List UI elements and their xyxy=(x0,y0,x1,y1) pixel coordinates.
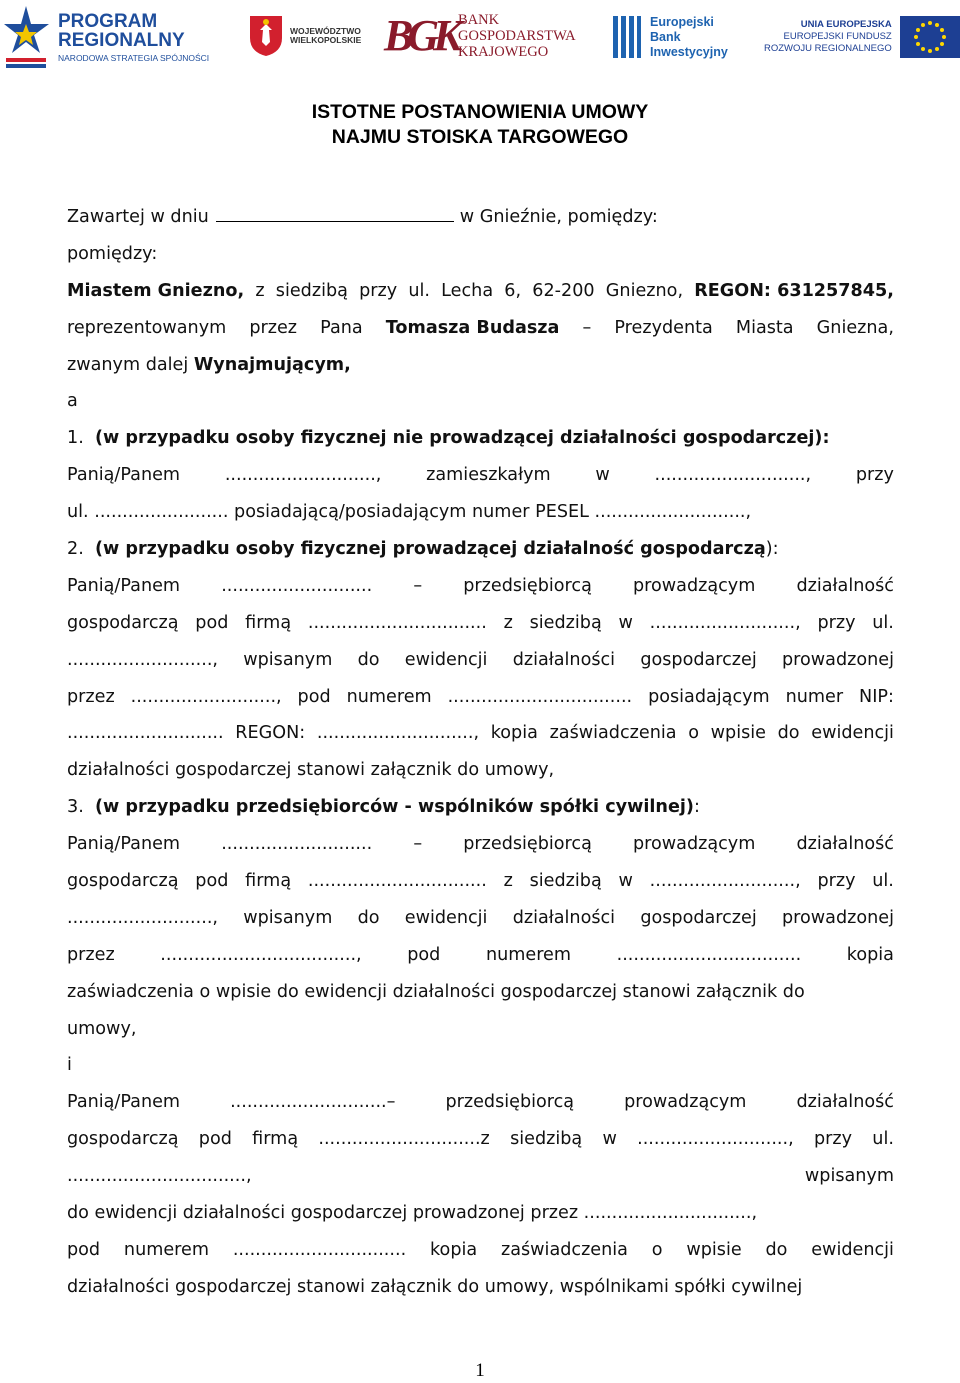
word: ewidencji xyxy=(404,907,488,928)
word: w xyxy=(602,1129,617,1150)
word: do xyxy=(357,907,380,928)
word: gospodarczej xyxy=(640,907,757,928)
word: Panią/Panem xyxy=(67,465,181,486)
ue-line3: ROZWOJU REGIONALNEGO xyxy=(764,43,892,54)
word: REGON: 631257845, xyxy=(694,280,894,301)
word: siedzibą xyxy=(275,280,348,301)
word: ul. xyxy=(872,871,894,892)
word: wpisanym xyxy=(804,1166,894,1187)
word: przez xyxy=(249,317,298,338)
word: Tomasza Budasza xyxy=(385,317,560,338)
word: ............................, xyxy=(316,723,480,744)
program-line1: PROGRAM xyxy=(58,10,158,32)
word: prowadzącym xyxy=(624,1092,747,1113)
body-line-6: a xyxy=(67,391,78,412)
word: przez xyxy=(67,686,115,707)
word: siedzibą xyxy=(529,871,602,892)
word: ..........................., xyxy=(224,465,382,486)
word: ul. xyxy=(408,280,430,301)
logo-strip xyxy=(0,0,960,80)
word: zaświadczenia xyxy=(549,723,677,744)
word: przedsiębiorcą xyxy=(463,834,592,855)
date-label: Zawartej w dniu xyxy=(67,207,209,227)
word: Panią/Panem xyxy=(67,1092,181,1113)
word: o xyxy=(651,1239,663,1260)
bgk-line2: GOSPODARSTWA xyxy=(458,28,576,44)
word: Panią/Panem xyxy=(67,575,181,596)
body-line-12 xyxy=(67,605,894,642)
eib-logo xyxy=(612,14,728,60)
word: .........................., xyxy=(67,649,218,670)
body-line-9: ul. ........................ posiadającą/posiadającym numer PESEL ..........................., xyxy=(67,502,752,523)
word: wpisanym xyxy=(243,907,333,928)
body-line-19 xyxy=(67,863,894,900)
word: w xyxy=(618,612,633,633)
word: prowadzonej xyxy=(782,649,894,670)
word: ul. xyxy=(872,612,894,633)
eib-line1: Europejski xyxy=(650,14,714,29)
word: gospodarczej xyxy=(640,649,757,670)
item-2-heading: (w przypadku osoby fizycznej prowadzącej działalność gospodarczą xyxy=(94,539,766,560)
program-regionalny-logo xyxy=(4,4,209,70)
word: ewidencji xyxy=(404,649,488,670)
bgk-logo xyxy=(384,10,576,62)
word: Pana xyxy=(320,317,363,338)
body-line-23: umowy, xyxy=(67,1018,137,1039)
word: – xyxy=(582,317,592,338)
bgk-monogram: BGK xyxy=(384,11,457,60)
zwanym-text: zwanym dalej xyxy=(67,354,194,375)
word: wpisanym xyxy=(243,649,333,670)
word: przedsiębiorcą xyxy=(463,575,592,596)
word: Gniezno, xyxy=(605,280,684,301)
word: pod xyxy=(195,871,229,892)
body-line-14 xyxy=(67,679,894,716)
body-line-8 xyxy=(67,457,894,494)
bgk-line3: KRAJOWEGO xyxy=(458,44,549,60)
word: posiadającym xyxy=(648,686,770,707)
body-line-16: działalności gospodarczej stanowi załącznik do umowy, xyxy=(67,760,555,781)
item-1-heading: (w przypadku osoby fizycznej nie prowadzącej działalności gospodarczej): xyxy=(94,428,830,449)
body-line-5 xyxy=(67,347,894,384)
word: w xyxy=(595,465,610,486)
body-line-27 xyxy=(67,1158,894,1195)
body-line-11 xyxy=(67,568,894,605)
word: 6, xyxy=(504,280,522,301)
word: pod xyxy=(67,1239,101,1260)
word: gospodarczą xyxy=(67,612,179,633)
word: Gniezna, xyxy=(816,317,894,338)
word: gospodarczą xyxy=(67,871,179,892)
document-body xyxy=(67,199,894,1306)
word: ................................. xyxy=(447,686,633,707)
wojewodztwo-line2: WIELKOPOLSKIE xyxy=(290,35,362,45)
title-line1: ISTOTNE POSTANOWIENIA UMOWY xyxy=(311,101,649,123)
word: działalność xyxy=(796,1092,894,1113)
item-3-heading-end: : xyxy=(693,797,700,818)
word: wpisie xyxy=(686,1239,742,1260)
word: REGON: xyxy=(235,723,306,744)
body-line-4 xyxy=(67,310,894,347)
word: do xyxy=(357,649,380,670)
body-line-3 xyxy=(67,273,894,310)
eib-line3: Inwestycyjny xyxy=(650,44,728,59)
body-line-29 xyxy=(67,1232,894,1269)
body-line-22: zaświadczenia o wpisie do ewidencji działalności gospodarczej stanowi załącznik do xyxy=(67,981,805,1002)
wielkopolska-shield-icon xyxy=(248,14,284,58)
word: ewidencji xyxy=(811,723,894,744)
document-title xyxy=(0,100,960,150)
word: NIP: xyxy=(859,686,894,707)
word: prowadzonej xyxy=(782,907,894,928)
word: działalność xyxy=(796,575,894,596)
program-star-icon xyxy=(4,4,50,70)
word: z xyxy=(255,280,265,301)
word: numerem xyxy=(346,686,432,707)
page-number: 1 xyxy=(475,1360,485,1381)
word: do xyxy=(765,1239,788,1260)
word: pod xyxy=(297,686,331,707)
item-3-number: 3. xyxy=(67,797,84,818)
body-line-21 xyxy=(67,937,894,974)
body-line-18 xyxy=(67,826,894,863)
word: do xyxy=(777,723,800,744)
wojewodztwo-logo xyxy=(248,14,361,58)
word: ................................, xyxy=(67,1166,252,1187)
word: siedzibą xyxy=(510,1129,583,1150)
wojewodztwo-line1: WOJEWÓDZTWO xyxy=(290,26,361,37)
program-line3: NARODOWA STRATEGIA SPÓJNOŚCI xyxy=(58,52,210,63)
ue-line2: EUROPEJSKI FUNDUSZ xyxy=(783,31,892,42)
eib-bars-icon xyxy=(612,14,642,60)
body-line-30: działalności gospodarczej stanowi załącznik do umowy, wspólnikami spółki cywilnej xyxy=(67,1276,803,1297)
item-2-heading-end: ): xyxy=(765,539,779,560)
word: .........................., xyxy=(67,907,218,928)
word: zamieszkałym xyxy=(426,465,551,486)
word: przy xyxy=(359,280,398,301)
body-line-25 xyxy=(67,1084,894,1121)
word: kopia xyxy=(846,944,894,965)
word: – xyxy=(413,834,423,855)
word: w xyxy=(618,871,633,892)
word: firmą xyxy=(252,1129,299,1150)
word: Lecha xyxy=(441,280,494,301)
word: prowadzącym xyxy=(633,575,756,596)
word: działalności xyxy=(512,907,616,928)
title-line2: NAJMU STOISKA TARGOWEGO xyxy=(331,126,629,148)
word: przy xyxy=(813,1129,853,1150)
word: działalność xyxy=(796,834,894,855)
wynajmujacy-text: Wynajmującym, xyxy=(193,354,351,375)
date-blank xyxy=(216,207,454,222)
word: numerem xyxy=(123,1239,209,1260)
body-line-1 xyxy=(67,199,894,236)
eu-flag-icon xyxy=(900,16,960,58)
word: Prezydenta xyxy=(614,317,713,338)
word: ............................– xyxy=(230,1092,396,1113)
word: prowadzącym xyxy=(633,834,756,855)
item-1-number: 1. xyxy=(67,428,84,449)
ue-line1: UNIA EUROPEJSKA xyxy=(800,19,892,30)
word: przez xyxy=(67,944,115,965)
body-line-28: do ewidencji działalności gospodarczej prowadzonej przez .............................., xyxy=(67,1203,758,1224)
eib-line2: Bank xyxy=(650,29,681,44)
place-label: w Gnieźnie, pomiędzy: xyxy=(459,207,658,227)
word: ul. xyxy=(872,1129,894,1150)
body-line-13 xyxy=(67,642,894,679)
word: firmą xyxy=(245,612,292,633)
word: ..........................., xyxy=(637,1129,794,1150)
word: ............................... xyxy=(232,1239,407,1260)
word: ........................... xyxy=(221,575,373,596)
word: ........................... xyxy=(221,834,373,855)
word: przedsiębiorcą xyxy=(445,1092,575,1113)
word: reprezentowanym xyxy=(67,317,227,338)
bgk-line1: BANK xyxy=(458,12,500,28)
word: przy xyxy=(855,465,894,486)
word: ..................................., xyxy=(160,944,362,965)
word: pod xyxy=(195,612,229,633)
body-line-26 xyxy=(67,1121,894,1158)
word: ................................ xyxy=(307,871,487,892)
word: ................................. xyxy=(616,944,802,965)
word: ................................ xyxy=(307,612,487,633)
word: ............................ xyxy=(67,723,224,744)
word: firmą xyxy=(245,871,292,892)
word: gospodarczą xyxy=(67,1129,179,1150)
word: Panią/Panem xyxy=(67,834,181,855)
word: siedzibą xyxy=(529,612,602,633)
word: działalności xyxy=(512,649,616,670)
word: .........................., xyxy=(130,686,282,707)
word: pod xyxy=(198,1129,232,1150)
word: przy xyxy=(817,871,856,892)
word: .........................., xyxy=(649,871,801,892)
word: pod xyxy=(407,944,441,965)
item-2-number: 2. xyxy=(67,539,84,560)
body-line-20 xyxy=(67,900,894,937)
word: Miastem Gniezno, xyxy=(67,280,245,301)
body-line-24: i xyxy=(67,1055,72,1076)
program-line2: REGIONALNY xyxy=(58,30,185,52)
body-line-17 xyxy=(67,789,894,826)
body-line-2: pomiędzy: xyxy=(67,243,158,264)
word: – xyxy=(413,575,423,596)
body-line-10 xyxy=(67,531,894,568)
word: wpisie xyxy=(710,723,766,744)
word: 62-200 xyxy=(532,280,595,301)
word: z xyxy=(503,612,513,633)
item-3-heading: (w przypadku przedsiębiorców - wspólników spółki cywilnej) xyxy=(94,797,694,818)
word: kopia xyxy=(490,723,538,744)
word: .............................z xyxy=(318,1129,490,1150)
word: numerem xyxy=(485,944,572,965)
word: Miasta xyxy=(735,317,794,338)
word: ewidencji xyxy=(811,1239,894,1260)
word: .........................., xyxy=(649,612,801,633)
word: ..........................., xyxy=(654,465,812,486)
word: numer xyxy=(785,686,844,707)
ue-logo xyxy=(764,16,960,58)
word: kopia xyxy=(430,1239,478,1260)
word: z xyxy=(503,871,513,892)
word: zaświadczenia xyxy=(500,1239,628,1260)
body-line-7 xyxy=(67,420,894,457)
body-line-15 xyxy=(67,715,894,752)
word: przy xyxy=(817,612,856,633)
word: o xyxy=(688,723,699,744)
